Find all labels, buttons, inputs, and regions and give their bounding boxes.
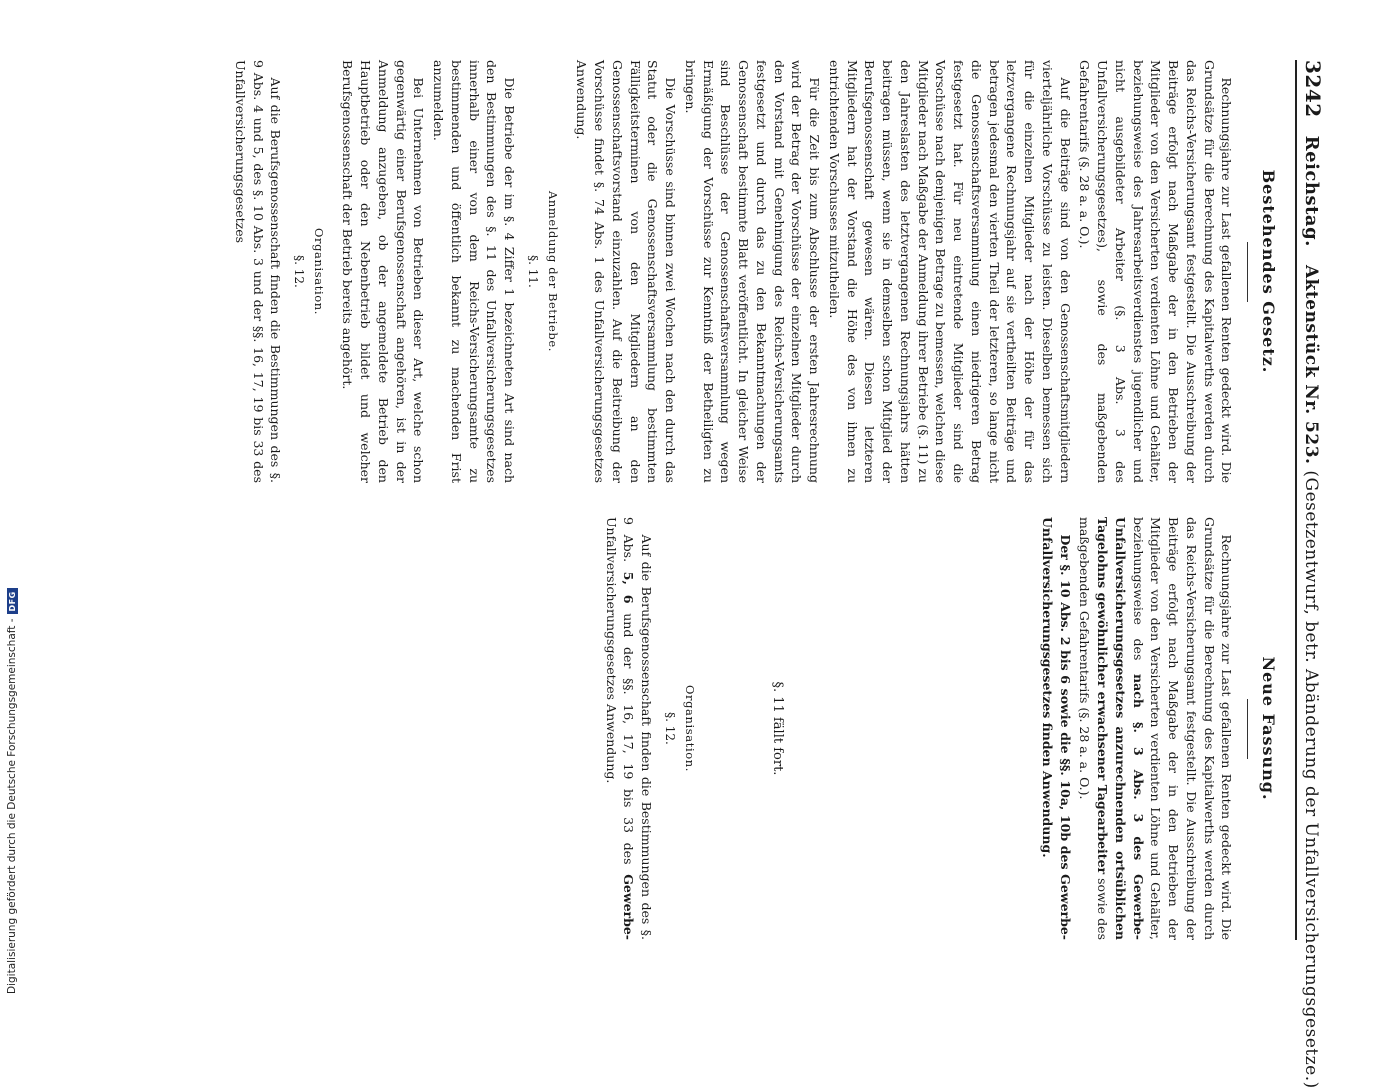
left-paragraph: Auf die Beiträge sind von den Genossenschaftsmitgliedern vierteljährliche Vorschüsse zu leisten. Dieselben bemessen sich für die einzelnen Mitglieder nach der Höhe der für das letzvergangene Rechnungsjahr auf sie vertheilten Beiträge und betragen jedesmal den vierten Theil der letzteren, so lange nicht die Genossenschaftsversammlung einen niedrigeren Betrag festgesetzt hat. Für neu eintretende Mitglieder sind die Vorschüsse nach demjenigen Betrage zu bemessen, welchen diese Mitglieder nach Maßgabe der Anmeldung ihrer Betriebe (§. 11) zu den Jahreslasten des letztvergangenen Rechnungsjahrs hätten beitragen müssen, wenn sie in demselben schon Mitglied der Berufsgenossenschaft gewesen wären. Diesen letzteren Mitgliedern hat der Vorstand die Höhe des von ihnen zu entrichtenden Vorschusses mitzutheilen. [826, 60, 1073, 483]
page-number: 3242 [1301, 60, 1325, 118]
credit-text: Digitalisierung gefördert durch die Deutsche Forschungsgemeinschaft - [6, 618, 18, 994]
section-12-text: und der §§. 16, 17, 19 bis 33 des [621, 603, 637, 875]
section-11-paragraph: Die Betriebe der im §. 4 Ziffer 1 bezeichneten Art sind nach den Bestimmungen des §. 11 des Unfallversicherungsgesetzes innerhalb einer von dem Reichs-Versicherungsamte zu bestimmenden und öffentlich bekannt zu machenden Frist anzumelden. [431, 60, 518, 483]
section-12-title: Organisation. [311, 227, 326, 316]
two-column-body [229, 60, 1283, 940]
section-12-text: Unfallversicherungsgesetzes Anwendung. [603, 517, 619, 784]
left-column-heading: Bestehendes Gesetz. [1259, 169, 1278, 374]
heading-rule [1247, 699, 1248, 759]
document-number: Aktenstück Nr. 523. [1301, 264, 1321, 465]
section-12-number: §. 12. [663, 712, 678, 745]
right-paragraph-text: sowie des maßgebenden Gefahrentarifs (§. 28 a. a. O.). [1077, 517, 1111, 940]
left-paragraph: Für die Zeit bis zum Abschlusse der ersten Jahresrechnung wird der Betrag der Vorschüsse der einzelnen Mitglieder durch den Vorstand mit Genehmigung des Reichs-Versicherungsamts festgesetzt und durch das zu den Bekanntmachungen der Genossenschaft bestimmte Blatt veröffentlicht. In gleicher Weise sind Beschlüsse der Genossenschaftsversammlung wegen Ermäßigung der Vorschüsse zur Kenntniß der Betheiligten zu bringen. [682, 60, 823, 483]
publication-name: Reichstag. [1301, 135, 1322, 247]
section-11-paragraph: Bei Unternehmen von Betrieben dieser Art, welche schon gegenwärtig einer Berufsgenossenschaft angehören, ist in der Anmeldung anzugeben, ob der angemeldete Betrieb den Hauptbetrieb oder den Nebenbetrieb bildet und welcher Berufsgenossenschaft der Betrieb bereits angehört. [340, 60, 427, 483]
left-column [229, 60, 1283, 483]
document-title [1301, 265, 1321, 1089]
blank-space [798, 517, 1036, 940]
section-12-number: §. 12. [292, 255, 307, 288]
left-paragraph: Die Vorschüsse sind binnen zwei Wochen nach den durch das Statut oder die Genossenschaftsversammlung bestimmten Fälligkeitsterminen von den Mitgliedern an den Genossenschaftsvorstand einzuzahlen. Auf die Beitreibung der Vorschüsse findet §. 74 Abs. 1 des Unfallversicherungsgesetzes Anwendung. [574, 60, 679, 483]
amended-text-bold: 5, 6 [621, 571, 637, 604]
right-paragraph-text: Rechnungsjahre zur Last gefallenen Renten gedeckt wird. Die Grundsätze für die Berechnung des Kapitalwerths werden durch das Reichs-Versicherungsamt festgestellt. Die Ausschreibung der Beiträge erfolgt nach Maßgabe der in den Betrieben der Mitglieder von den Versicherten verdienten Löhne und Gehälter, beziehungsweise des [1130, 517, 1235, 940]
amended-paragraph-bold: Der §. 10 Abs. 2 bis 6 sowie die §§. 10a, 10b des Gewerbe-Unfallversicherungsgesetzes finden Anwendung. [1039, 517, 1073, 940]
section-12-paragraph [602, 517, 655, 940]
section-11-number: §. 11. [526, 255, 541, 288]
heading-rule [1247, 242, 1248, 302]
right-paragraph [1076, 517, 1236, 940]
document-subject: (Gesetzentwurf, betr. Abänderung der Unfallversicherungsgesetze.) [1301, 470, 1321, 1089]
right-column-heading: Neue Fassung. [1259, 656, 1278, 801]
section-11-repeal-note: §. 11 fällt fort. [770, 681, 786, 776]
section-12-text: Auf die Berufsgenossenschaft finden die Bestimmungen des §. 9 Abs. [621, 517, 655, 940]
left-paragraph: Rechnungsjahre zur Last gefallenen Renten gedeckt wird. Die Grundsätze für die Berechnung des Kapitalwerths werden durch das Reichs-Versicherungsamt festgestellt. Die Ausschreibung der Beiträge erfolgt nach Maßgabe der in den Betrieben der Mitglieder von den Versicherten verdienten Löhne und Gehälter, beziehungsweise des Jahresarbeitsverdienstes jugendlicher und nicht ausgebildeter Arbeiter (§. 3 Abs. 3 des Unfallversicherungsgesetzes), sowie des maßgebenden Gefahrentarifs (§. 28 a. a. O.). [1077, 60, 1235, 483]
right-column [229, 517, 1283, 940]
amended-text-bold: nach §. 3 Abs. 3 des Gewerbe-Unfallversicherungsgesetzes anzurechnenden ortsüblichen Tagelohns gewöhnlicher erwachsener Tagearbeiter [1095, 517, 1146, 940]
blank-space [710, 517, 756, 940]
section-12-paragraph: Auf die Berufsgenossenschaft finden die Bestimmungen des §. 9 Abs. 4 und 5, des §. 10 Abs. 3 und der §§. 16, 17, 19 bis 33 des Unfallversicherungsgesetzes [232, 60, 284, 483]
section-11-title: Anmeldung der Betriebe. [545, 190, 560, 353]
section-12-title: Organisation. [682, 684, 697, 773]
running-head [1295, 60, 1325, 1089]
amended-text-bold: Gewerbe- [621, 874, 637, 940]
dfg-logo: DFG [7, 588, 18, 614]
digitization-credit [6, 588, 18, 994]
